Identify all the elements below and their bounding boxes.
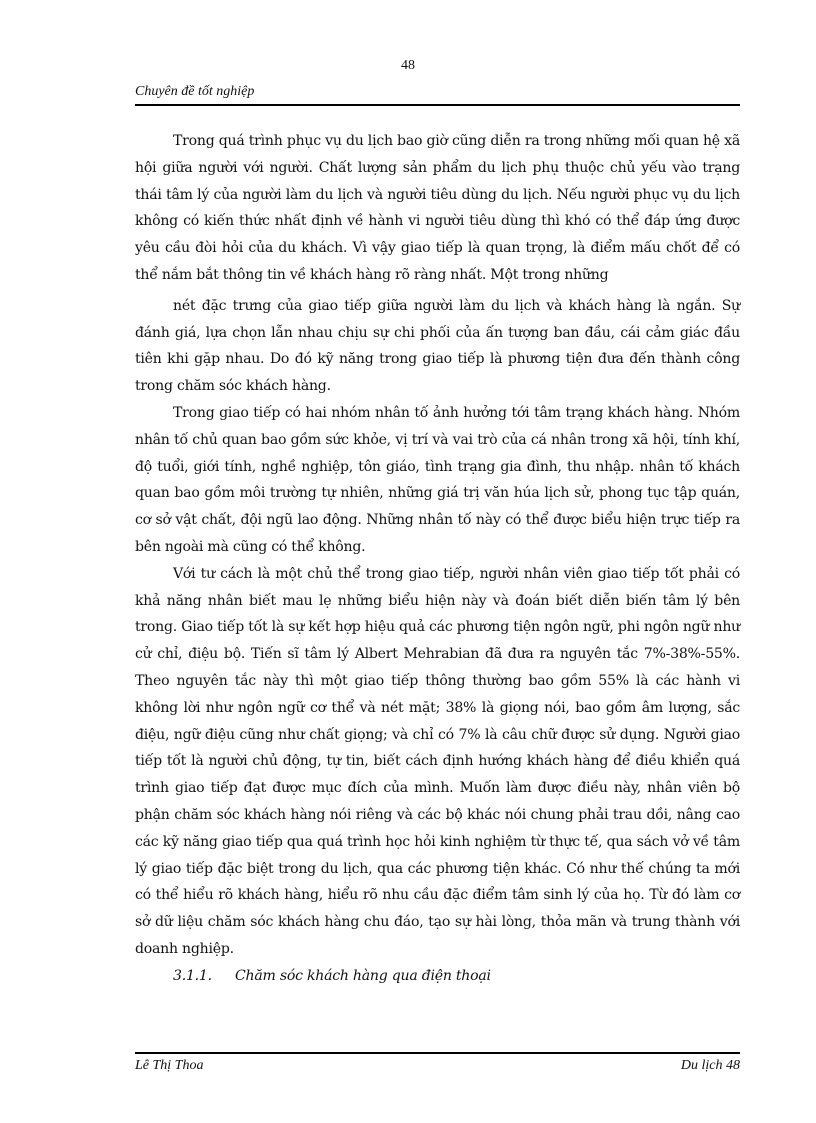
header-divider [135,104,740,106]
footer-author: Lê Thị Thoa [135,1058,204,1073]
running-header-title: Chuyên đề tốt nghiệp [135,84,255,99]
paragraph-1: Trong quá trình phục vụ du lịch bao giờ cũng diễn ra trong những mối quan hệ xã hội giữa người với người. Chất lượng sản phẩm du lịch phụ thuộc chủ yếu vào trạng thái tâm lý của người làm du lịch và người tiêu dùng du lịch. Nếu người phục vụ du lịch không có kiến thức nhất định về hành vi người tiêu dùng thì khó có thể đáp ứng được yêu cầu đòi hỏi của du khách. Vì vậy giao tiếp là quan trọng, là điểm mấu chốt để có thể nắm bắt thông tin về khách hàng rõ ràng nhất. Một trong những [135,133,740,283]
section-subheading [135,963,740,990]
page-number: 48 [401,58,415,73]
paragraph-3: Trong giao tiếp có hai nhóm nhân tố ảnh hưởng tới tâm trạng khách hàng. Nhóm nhân tố chủ quan bao gồm sức khỏe, vị trí và vai trò của cá nhân trong xã hội, tính khí, độ tuổi, giới tính, nghề nghiệp, tôn giáo, tình trạng gia đình, thu nhập. nhân tố khách quan bao gồm môi trường tự nhiên, những giá trị văn húa lịch sử, phong tục tập quán, cơ sở vật chất, đội ngũ lao động. Những nhân tố này có thể được biểu hiện trực tiếp ra bên ngoài mà cũng có thể không. [135,404,740,555]
paragraph-4: Với tư cách là một chủ thể trong giao tiếp, người nhân viên giao tiếp tốt phải có khả năng nhân biết mau lẹ những biểu hiện này và đoán biết diễn biến tâm lý bên trong. Giao tiếp tốt là sự kết hợp hiệu quả các phương tiện ngôn ngữ, phi ngôn ngữ như cử chỉ, điệu bộ. Tiến sĩ tâm lý Albert Mehrabian đã đưa ra nguyên tắc 7%-38%-55%. Theo nguyên tắc này thì một giao tiếp thông thường bao gồm 55% là các hành vi không lời như ngôn ngữ cơ thể và nét mặt; 38% là giọng nói, bao gồm âm lượng, sắc điệu, ngữ điệu cũng như chất giọng; và chỉ có 7% là câu chữ được sử dụng. Người giao tiếp tốt là người chủ động, tự tin, biết cách định hướng khách hàng để điều khiển quá trình giao tiếp đạt được mục đích của mình. Muốn làm được điều này, nhân viên bộ phận chăm sóc khách hàng nói riêng và các bộ khác nói chung phải trau dồi, nâng cao các kỹ năng giao tiếp qua quá trình học hỏi kinh nghiệm từ thực tế, qua sách vở về tâm lý giao tiếp đặc biệt trong du lịch, qua các phương tiện khác. Có như thế chúng ta mới có thể hiểu rõ khách hàng, hiểu rõ nhu cầu đặc điểm tâm sinh lý của họ. Từ đó làm cơ sở dữ liệu chăm sóc khách hàng chu đáo, tạo sự hài lòng, thỏa mãn và trung thành với doanh nghiệp. [135,565,740,957]
paragraph-2: nét đặc trưng của giao tiếp giữa người làm du lịch và khách hàng là ngắn. Sự đánh giá, lựa chọn lẫn nhau chịu sự chi phối của ấn tượng ban đầu, cái cảm giác đầu tiên khi gặp nhau. Do đó kỹ năng trong giao tiếp là phương tiện đưa đến thành công trong chăm sóc khách hàng. [135,297,740,395]
footer-divider [135,1052,740,1054]
subheading-number: 3.1.1. [173,967,212,984]
footer-course: Du lịch 48 [680,1058,740,1073]
body-text [135,128,740,990]
subheading-title: Chăm sóc khách hàng qua điện thoại [235,967,491,984]
